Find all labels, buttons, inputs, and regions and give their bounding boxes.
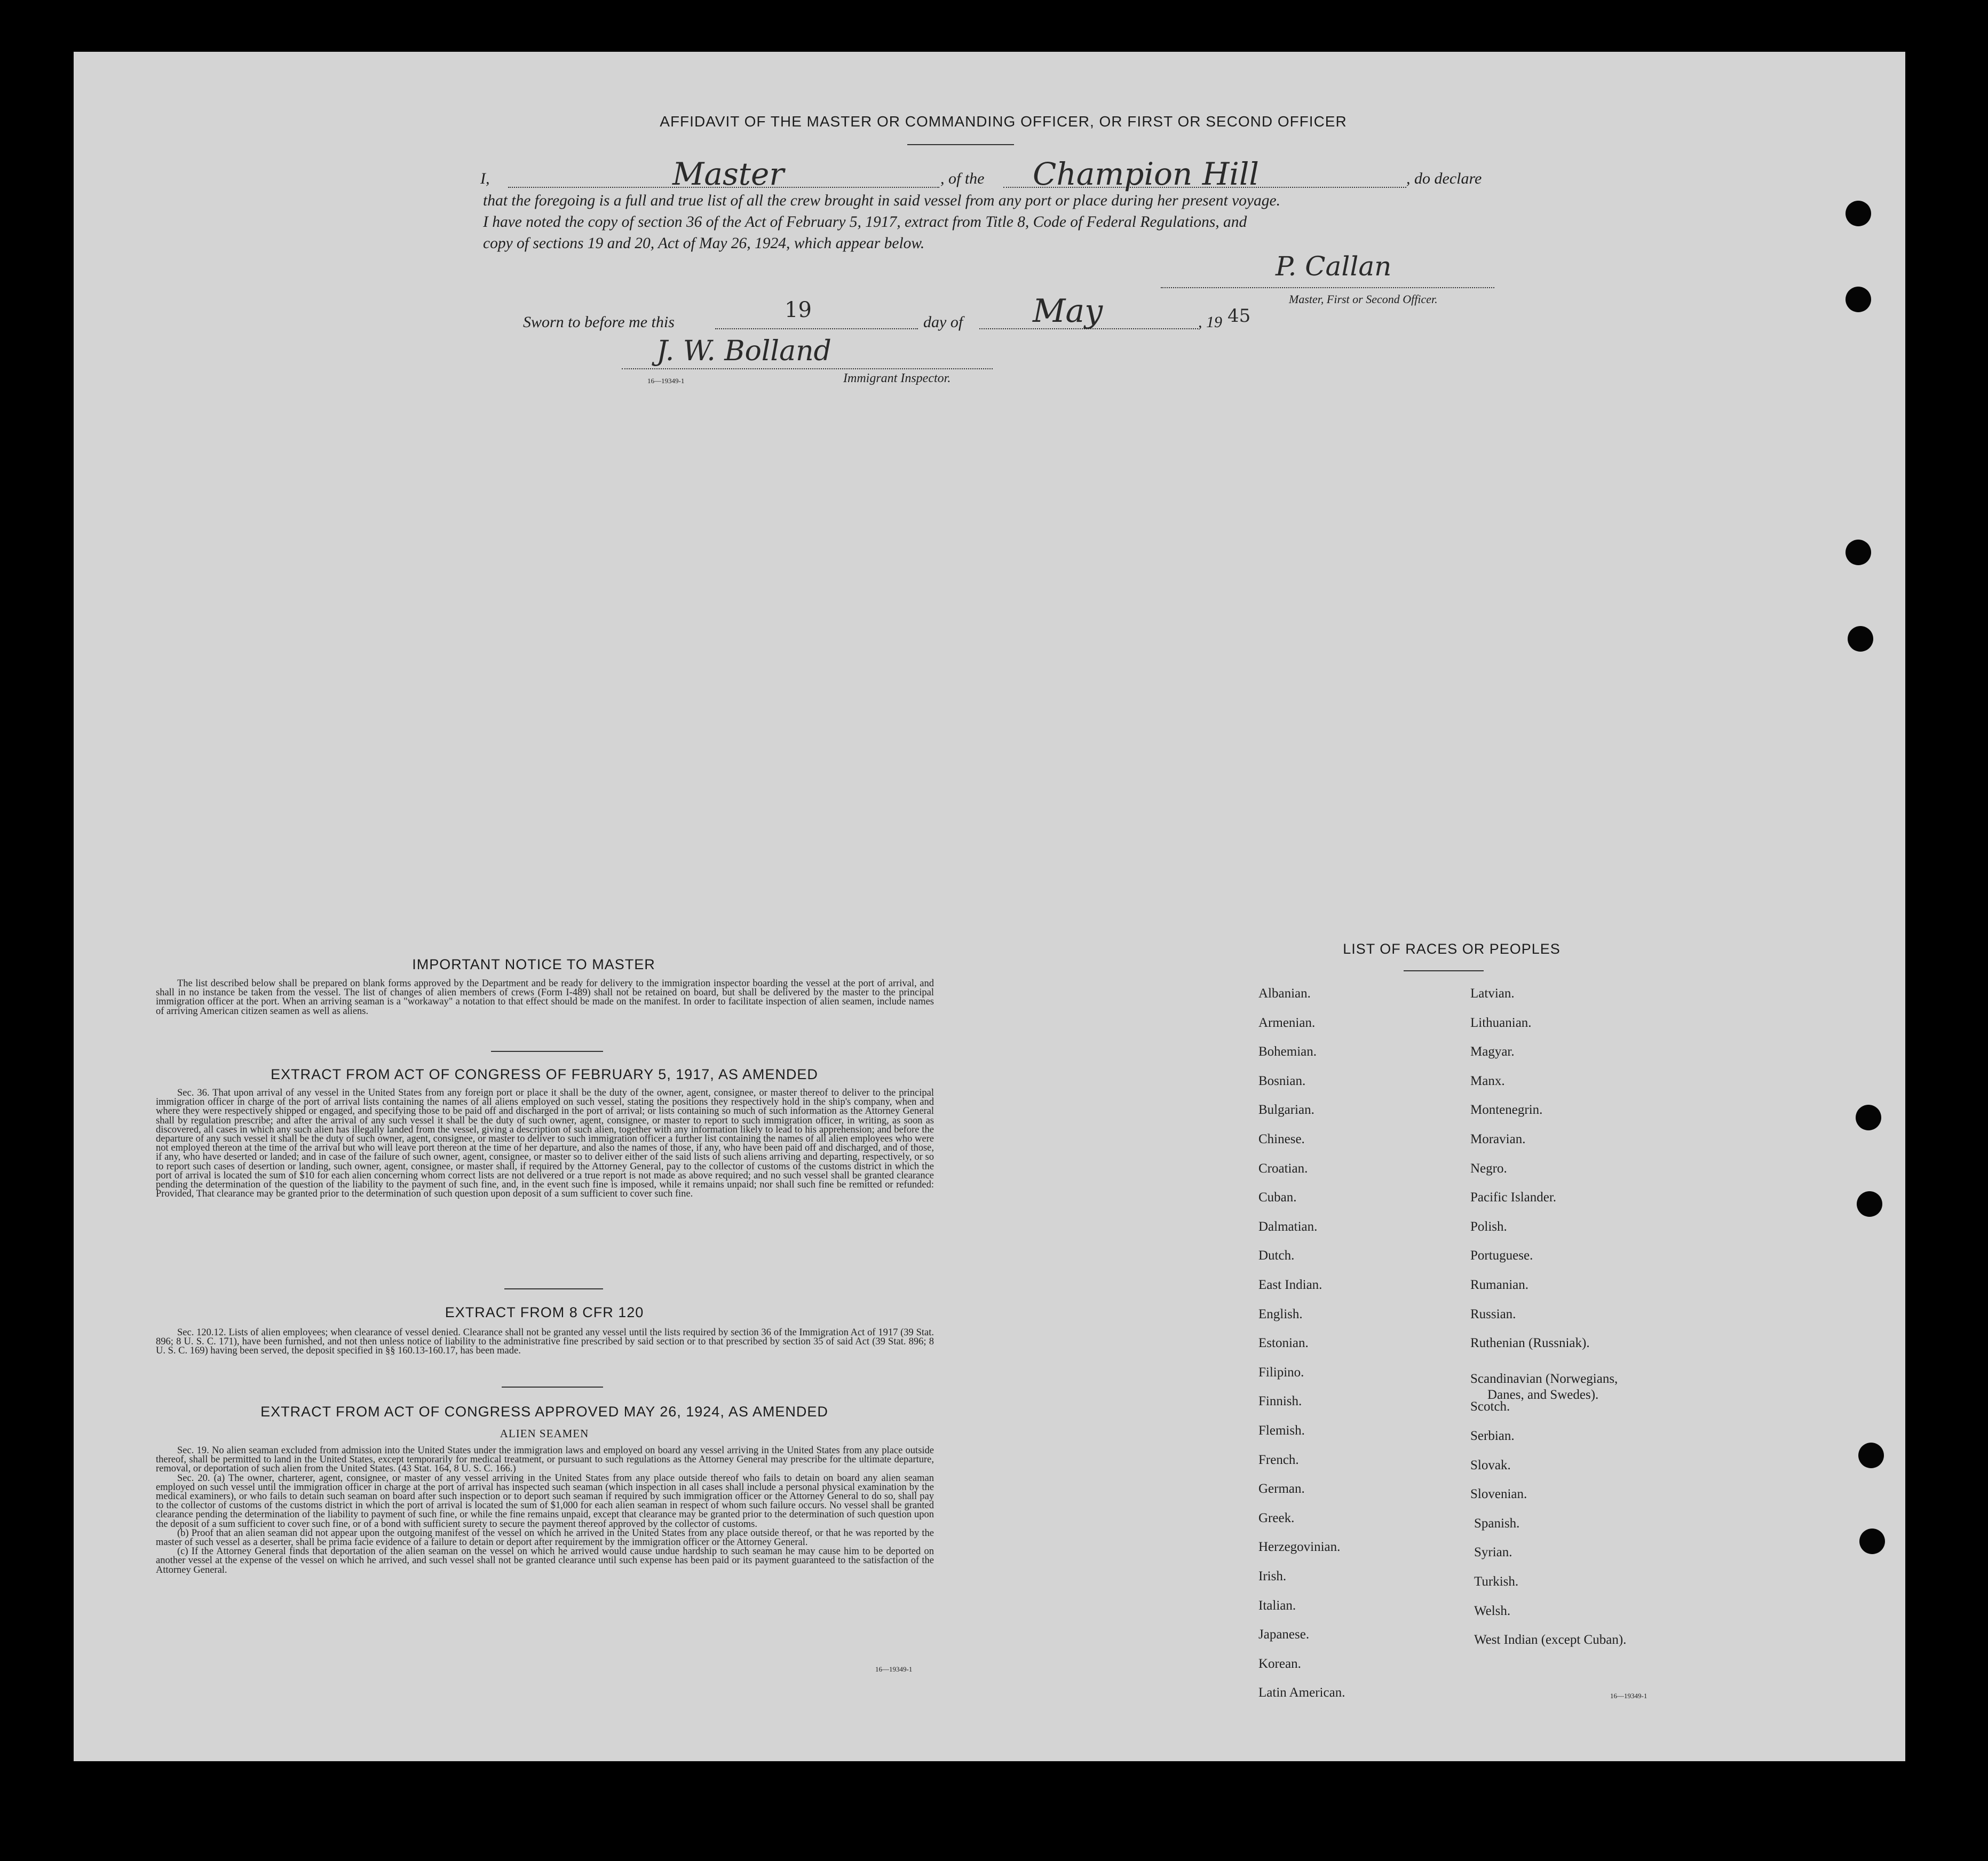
race-item: Japanese. [1258,1627,1310,1642]
races-title-rule [1404,970,1484,971]
race-item: Greek. [1258,1510,1295,1525]
cfr-rule [502,1387,603,1388]
race-item: Scandinavian (Norwegians, [1470,1372,1618,1386]
year-handwritten: 45 [1227,305,1251,327]
race-item: Polish. [1470,1219,1507,1234]
race-item: Portuguese. [1470,1248,1533,1263]
race-item: Dutch. [1258,1248,1295,1263]
race-item: Syrian. [1474,1545,1512,1560]
race-item: Moravian. [1470,1132,1526,1146]
sec19-paragraph: Sec. 19. No alien seaman excluded from admission into the United States under the immigration laws and employed on board any vessel arriving in the United States from any place outside thereof, shall be permitted to land in the United States, except temporarily for medical treatment, or pursuant to such regulations as the Attorney General may prescribe for the ultimate departure, removal, or deportation of such alien from the United States. (43 Stat. 164, 8 U. S. C. 166.) [156,1445,934,1475]
inspector-signature-line [622,368,993,369]
race-item: Estonian. [1258,1336,1309,1351]
binder-hole [1846,287,1871,312]
month-handwritten: May [1033,292,1103,330]
race-item: Welsh. [1474,1603,1511,1618]
race-item: Slovak. [1470,1458,1511,1472]
notice-paragraph: The list described below shall be prepared on blank forms approved by the Department and be ready for delivery to the immigration inspector boarding the vessel at the port of arrival, and shall in no instance be taken from the vessel. The list of changes of alien members of crews (Form I-489) shall not be retained on board, but shall be delivered by the master to the principal immigration officer at the port. When an arriving seaman is a "workaway" a notation to that effect should be made on the manifest. In order to facilitate inspection of alien seamen, include names of arriving American citizen seamen as well as aliens. [156,978,934,1017]
race-item: Scotch. [1470,1399,1510,1414]
binder-hole [1856,1105,1881,1130]
cfr-text [156,1328,934,1356]
race-item: Italian. [1258,1598,1296,1613]
rank-handwritten: Master [672,156,785,192]
affidavit-line3: I have noted the copy of section 36 of the Act of February 5, 1917, extract from Title 8, Code of Federal Regulations, and [483,213,1247,231]
race-item: Rumanian. [1470,1278,1529,1292]
race-item: Lithuanian. [1470,1015,1532,1030]
day-blank [715,328,918,329]
notice-rule [491,1051,603,1052]
notice-text [156,979,934,1016]
race-item: Turkish. [1474,1574,1519,1589]
race-item: Manx. [1470,1073,1505,1088]
master-label: Master, First or Second Officer. [1289,292,1438,306]
inspector-signature: J. W. Bolland [656,335,831,367]
race-item: Korean. [1258,1656,1301,1671]
race-item: Serbian. [1470,1429,1515,1443]
race-item: Bosnian. [1258,1073,1306,1088]
race-item: Finnish. [1258,1394,1302,1409]
race-item: Pacific Islander. [1470,1190,1557,1205]
binder-hole [1858,1443,1884,1468]
race-item: Bohemian. [1258,1044,1317,1059]
race-item: Herzegovinian. [1258,1540,1341,1555]
race-item: Bulgarian. [1258,1103,1314,1118]
extract1924-title: EXTRACT FROM ACT OF CONGRESS APPROVED MAY 26, 1924, AS AMENDED [260,1404,828,1420]
race-item: Latin American. [1258,1685,1345,1700]
race-item-scandinavian-cont: Danes, and Swedes). [1487,1388,1599,1402]
race-item: Filipino. [1258,1365,1304,1380]
year-prefix: , 19 [1198,313,1222,331]
extract1917-text [156,1089,934,1199]
day-of-label: day of [923,313,963,331]
notice-title: IMPORTANT NOTICE TO MASTER [412,956,655,972]
sec20c-paragraph: (c) If the Attorney General finds that deportation of the alien seaman on the vessel on which he arrived would cause undue hardship to such seaman he may cause him to be deported on another vessel at the expense of the vessel on which he arrived, and such vessel shall not be granted clearance until such expense has been paid or its payment guaranteed to the satisfaction of the Attorney General. [156,1546,934,1575]
affidavit-line4: copy of sections 19 and 20, Act of May 26, 1924, which appear below. [483,235,925,252]
binder-hole [1846,540,1871,565]
race-item: Armenian. [1258,1015,1316,1030]
race-item: Chinese. [1258,1132,1305,1146]
binder-hole [1846,201,1871,226]
extract1924-subtitle: ALIEN SEAMEN [500,1427,589,1440]
cfr-title: EXTRACT FROM 8 CFR 120 [445,1304,644,1320]
affidavit-line2: that the foregoing is a full and true list of all the crew brought in said vessel from any port or place during her present voyage. [483,192,1280,209]
inspector-label: Immigrant Inspector. [843,371,951,385]
race-item: Spanish. [1474,1516,1520,1531]
race-item: Russian. [1470,1306,1516,1321]
race-item: East Indian. [1258,1278,1322,1292]
sworn-label: Sworn to before me this [523,313,675,331]
sec36-paragraph: Sec. 36. That upon arrival of any vessel in the United States from any foreign port or place it shall be the duty of the owner, agent, consignee, or master thereof to deliver to the principal immigration officer in charge of the port of arrival lists containing the names of all aliens employed on such vessel, stating the positions they respectively hold in the ship's company, when and where they were respectively shipped or engaged, and specifying those to be paid off and discharged in the port of arrival; or lists containing so much of such information as the Attorney General shall by regulation prescribe; and after the arrival of any such vessel it shall be the duty of such owner, agent, consignee, or master to report to such immigration officer, in writing, as soon as discovered, all cases in which any such alien has illegally landed from the vessel, giving a description of such alien, together with any information likely to lead to his apprehension; and before the departure of any such vessel it shall be the duty of such owner, agent, consignee, or master to deliver to such immigration officer a further list containing the names of all alien employees who were not employed thereon at the time of the arrival but who will leave port thereon at the time of her departure, and also the names of those, if any, who have been paid off and discharged, and of those, if any, who have deserted or landed; and in case of the failure of such owner, agent, consignee, or master so to deliver either of the said lists of such aliens arriving and departing, respectively, or so to report such cases of desertion or landing, such owner, agent, consignee, or master shall, if required by the Attorney General, pay to the collector of customs of the customs district in which the port of arrival is located the sum of $10 for each alien concerning whom correct lists are not delivered or a true report is not made as above required; and no such vessel shall be granted clearance pending the determination of the question of the liability to the payment of such fine, and, in the event such fine is imposed, while it remains unpaid; nor shall such fine be remitted or refunded: Provided, That clearance may be granted prior to the determination of such question upon deposit of a sum sufficient to cover such fine. [156,1088,934,1200]
vessel-handwritten: Champion Hill [1033,156,1259,192]
binder-hole [1848,626,1873,652]
master-signature: P. Callan [1276,251,1392,282]
affidavit-form-number: 16—19349-1 [647,377,685,385]
binder-hole [1859,1529,1885,1554]
race-item: Montenegrin. [1470,1103,1543,1118]
race-item: Croatian. [1258,1161,1308,1176]
race-item: German. [1258,1482,1305,1496]
race-item: Negro. [1470,1161,1507,1176]
extract-form-number: 16—19349-1 [875,1665,913,1673]
sec20a-paragraph: Sec. 20. (a) The owner, charterer, agent, consignee, or master of any vessel arriving in the United States from any place outside thereof who fails to detain on board any alien seaman employed on such vessel until the immigration officer in charge at the port of arrival has inspected such seaman (which inspection in all cases shall include a personal physical examination by the medical examiners), or who fails to detain such seaman on board after such inspection or to deport such seaman if required by such immigration officer or the Attorney General to do so, shall pay to the collector of customs of the customs district in which the port of arrival is located the sum of $1,000 for each alien seaman in respect of whom such failure occurs. No vessel shall be granted clearance pending the determination of the liability to payment of such fine, or while the fine remains unpaid, except that clearance may be granted prior to the determination of such question upon the deposit of a sum sufficient to cover such fine, or of a bond with sufficient surety to secure the payment thereof approved by the collector of customs. [156,1472,934,1530]
races-form-number: 16—19349-1 [1610,1692,1648,1700]
race-item: Cuban. [1258,1190,1297,1205]
affidavit-line1 [480,170,490,188]
extract1924-text [156,1446,934,1575]
race-item: Albanian. [1258,986,1311,1001]
race-item: Slovenian. [1470,1487,1527,1502]
affidavit-i: I, [480,170,490,187]
affidavit-title: AFFIDAVIT OF THE MASTER OR COMMANDING OFFICER, OR FIRST OR SECOND OFFICER [660,113,1347,130]
extract1917-rule [504,1288,603,1289]
affidavit-title-rule [907,144,1014,145]
race-item: West Indian (except Cuban). [1474,1633,1627,1648]
race-item: Latvian. [1470,986,1515,1001]
races-title: LIST OF RACES OR PEOPLES [1343,941,1561,957]
race-item: Dalmatian. [1258,1219,1318,1234]
of-the-label: , of the [940,170,985,187]
race-item: Flemish. [1258,1423,1305,1438]
binder-hole [1857,1191,1882,1217]
race-item: Magyar. [1470,1044,1515,1059]
race-item: Irish. [1258,1569,1287,1583]
sec20b-paragraph: (b) Proof that an alien seaman did not appear upon the outgoing manifest of the vessel on which he arrived in the United States from any place outside thereof, or that he was reported by the master of such vessel as a deserter, shall be prima facie evidence of a failure to detain or deport after requirement by the immigration officer or the Attorney General. [156,1527,934,1548]
do-declare-label: , do declare [1406,170,1482,187]
master-signature-line [1161,287,1494,288]
sec120-paragraph: Sec. 120.12. Lists of alien employees; when clearance of vessel denied. Clearance shall not be granted any vessel until the lists required by section 36 of the Immigration Act of 1917 (39 Stat. 896; 8 U. S. C. 171), have been furnished, and not then unless notice of liability to the administrative fine prescribed by said section or to that prescribed by section 35 of said Act (39 Stat. 896; 8 U. S. C. 169) having been served, the deposit specified in §§ 160.13-160.17, has been made. [156,1327,934,1357]
extract1917-title: EXTRACT FROM ACT OF CONGRESS OF FEBRUARY 5, 1917, AS AMENDED [271,1066,818,1082]
race-item: English. [1258,1306,1303,1321]
race-item: Ruthenian (Russniak). [1470,1336,1590,1351]
race-item: French. [1258,1452,1299,1467]
day-handwritten: 19 [785,298,812,322]
